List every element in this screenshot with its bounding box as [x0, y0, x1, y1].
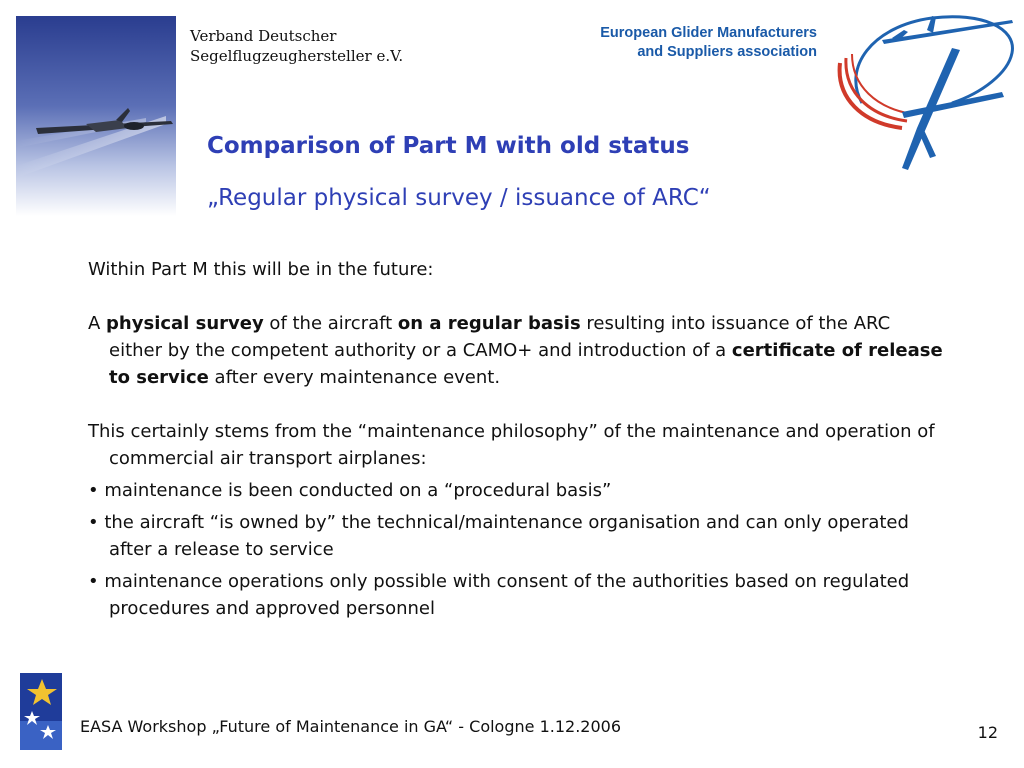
intro-paragraph: Within Part M this will be in the future: [88, 259, 434, 280]
philosophy-paragraph: This certainly stems from the “maintenance philosophy” of the maintenance and operation of commercial air transport airplanes: [88, 421, 935, 469]
slide-subtitle: „Regular physical survey / issuance of ARC“ [207, 185, 711, 211]
p2-text-3: resulting into issuance of the ARC either by the competent authority or a CAMO+ and introduction of a [109, 313, 891, 361]
p2-bold-regular-basis: on a regular basis [397, 313, 581, 334]
eu-stars-icon [20, 673, 62, 750]
footer-text: EASA Workshop „Future of Maintenance in GA“ - Cologne 1.12.2006 [80, 717, 621, 736]
p2-text-1: A [88, 313, 107, 334]
glider-photo [16, 16, 176, 216]
p2-bold-release-to-service: certificate of release to service [109, 340, 943, 388]
bullet-item: • maintenance is been conducted on a “procedural basis” [88, 480, 612, 501]
bullet-item: • the aircraft “is owned by” the technical/maintenance organisation and can only operated after a release to service [88, 512, 909, 560]
org-name-de [190, 26, 450, 66]
bullet-item: • maintenance operations only possible with consent of the authorities based on regulated procedures and approved personnel [88, 571, 910, 619]
org-name-eu-line1: European Glider Manufacturers [600, 25, 817, 41]
org-name-eu [480, 24, 817, 62]
org-name-de-line2: Segelflugzeughersteller e.V. [190, 47, 404, 65]
egma-glider-logo [832, 8, 1022, 180]
p2-bold-physical-survey: physical survey [106, 313, 264, 334]
p2-text-2: of the aircraft [263, 313, 398, 334]
org-name-eu-line2: and Suppliers association [637, 44, 817, 60]
slide-body [88, 256, 948, 622]
org-name-de-line1: Verband Deutscher [190, 27, 337, 45]
physical-survey-paragraph [88, 310, 948, 391]
slide-title: Comparison of Part M with old status [207, 133, 690, 159]
p2-text-4: after every maintenance event. [208, 367, 501, 388]
page-number: 12 [977, 723, 998, 742]
